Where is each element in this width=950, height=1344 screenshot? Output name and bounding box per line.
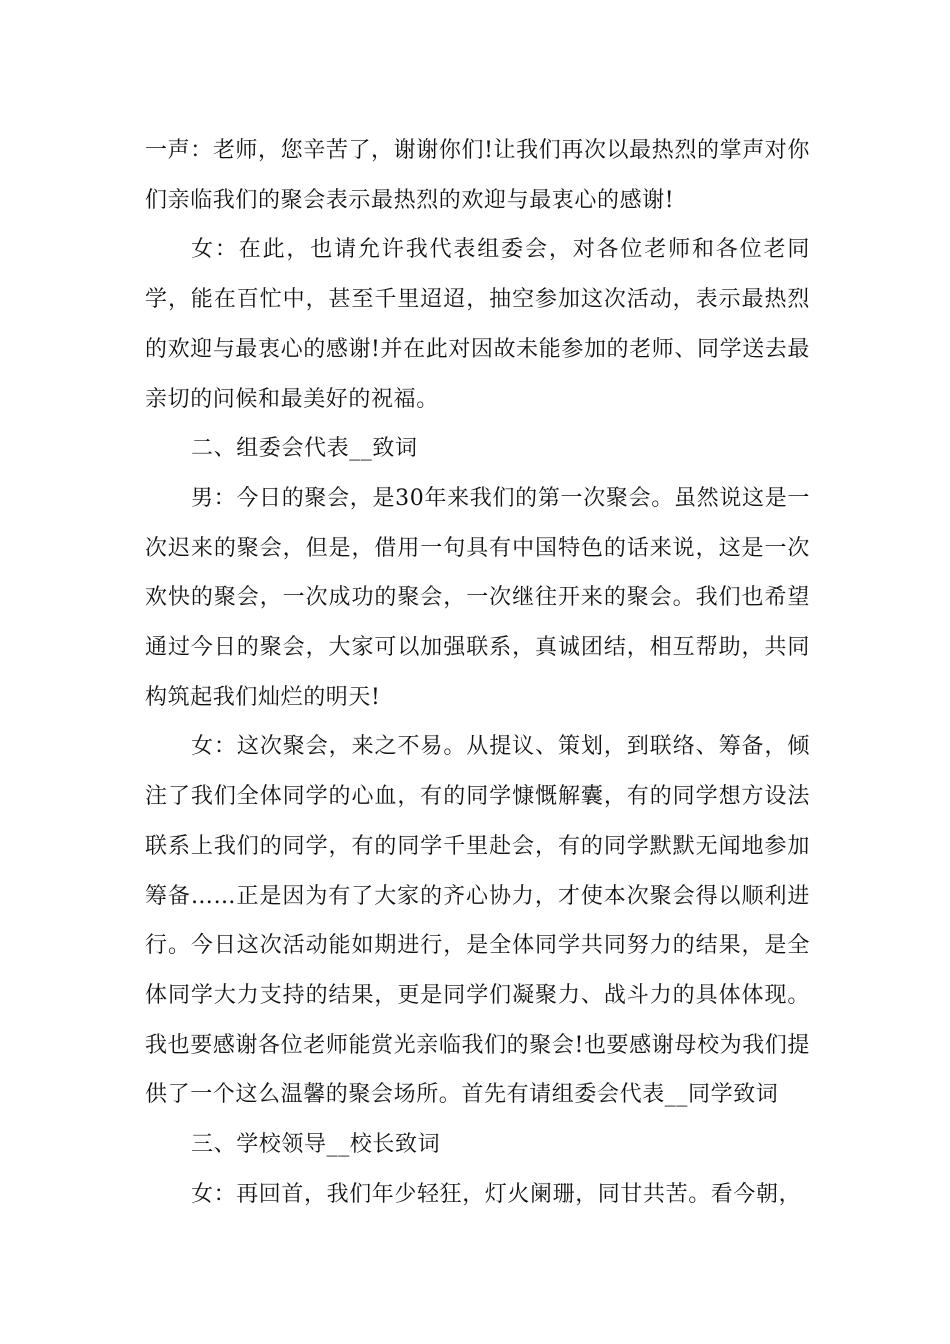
paragraph-female-speech: 女：这次聚会，来之不易。从提议、策划，到联络、筹备，倾注了我们全体同学的心血，有的同学慷慨解囊，有的同学想方设法联系上我们的同学，有的同学千里赴会，有的同学默默无闻地参加筹备……正是因为有了大家的齐心协力，才使本次聚会得以顺利进行。今日这次活动能如期进行，是全体同学共同努力的结果，是全体同学大力支持的结果，更是同学们凝聚力、战斗力的具体体现。我也要感谢各位老师能赏光亲临我们的聚会!也要感谢母校为我们提供了一个这么温馨的聚会场所。首先有请组委会代表__同学致词 (145, 734, 810, 1108)
section-heading-committee: 二、组委会代表__致词 (191, 436, 418, 462)
document-body (145, 126, 810, 1219)
paragraph-male-speech: 男：今日的聚会，是30年来我们的第一次聚会。虽然说这是一次迟来的聚会，但是，借用一句具有中国特色的话来说，这是一次欢快的聚会，一次成功的聚会，一次继往开来的聚会。我们也希望通过今日的聚会，大家可以加强联系，真诚团结，相互帮助，共同构筑起我们灿烂的明天! (145, 485, 810, 710)
paragraph-female-closing: 女：再回首，我们年少轻狂，灯火阑珊，同甘共苦。看今朝， (191, 1181, 802, 1207)
paragraph-continuation: 一声：老师，您辛苦了，谢谢你们!让我们再次以最热烈的掌声对你们亲临我们的聚会表示最热烈的欢迎与最衷心的感谢! (145, 138, 810, 213)
paragraph-welcome: 女：在此，也请允许我代表组委会，对各位老师和各位老同学，能在百忙中，甚至千里迢迢，抽空参加这次活动，表示最热烈的欢迎与最衷心的感谢!并在此对因故未能参加的老师、同学送去最亲切的问候和最美好的祝福。 (145, 237, 810, 412)
section-heading-principal: 三、学校领导__校长致词 (191, 1132, 441, 1158)
